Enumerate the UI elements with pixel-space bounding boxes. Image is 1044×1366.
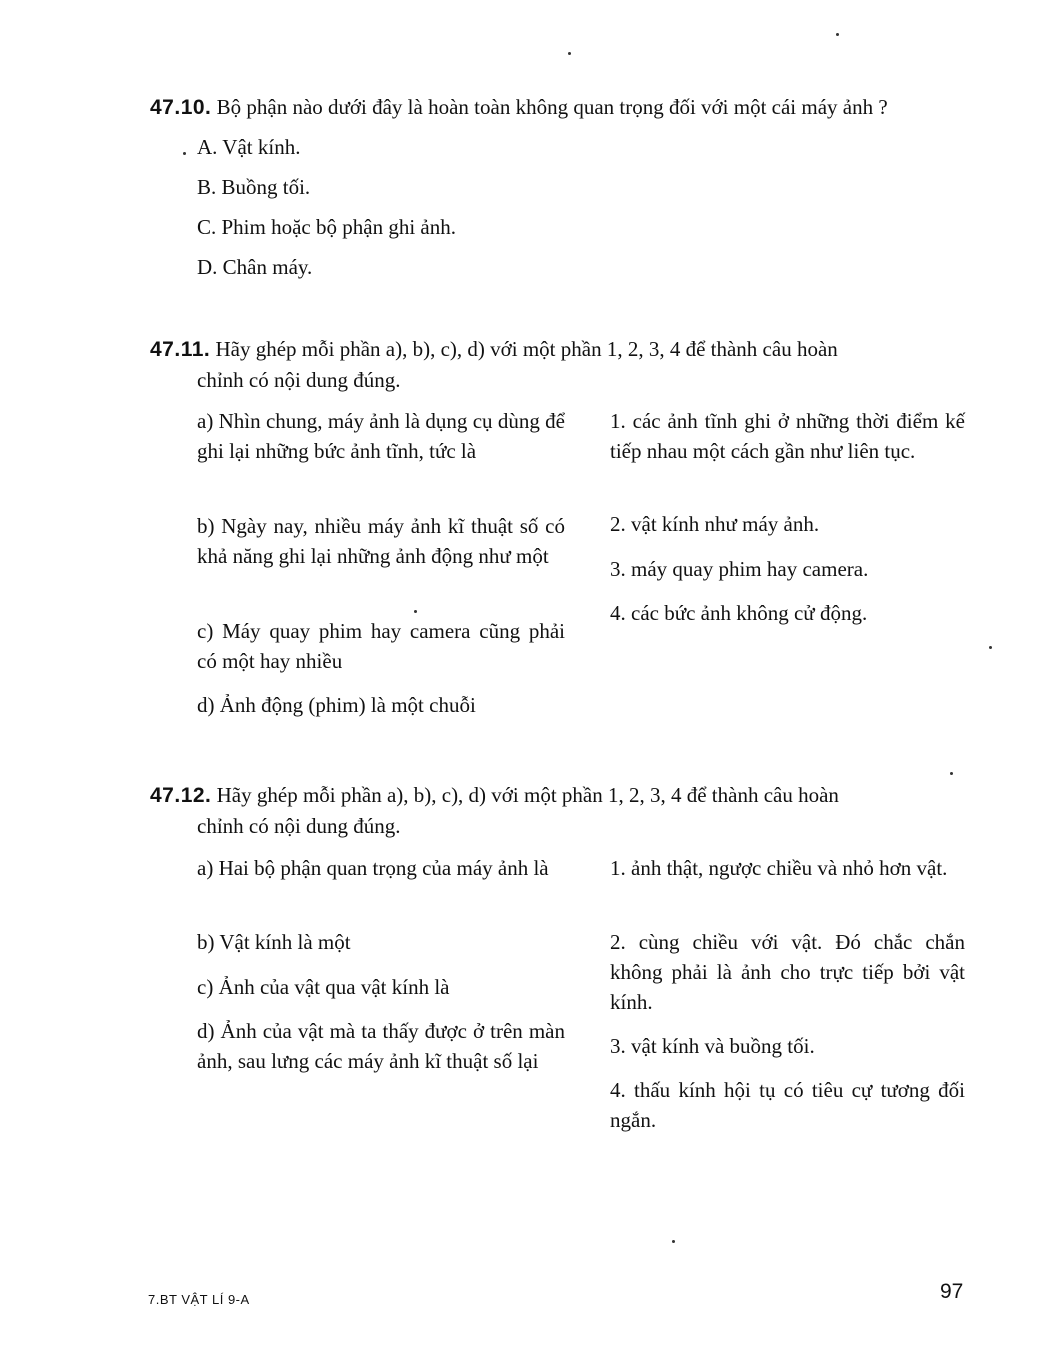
- question-text-line1: Hãy ghép mỗi phần a), b), c), d) với một phần 1, 2, 3, 4 để thành câu hoàn: [215, 337, 838, 361]
- scan-speck: [836, 33, 839, 36]
- option-b: B. Buồng tối.: [197, 175, 311, 199]
- question-number: 47.10.: [150, 96, 212, 119]
- question-text-line2: chỉnh có nội dung đúng.: [197, 368, 401, 392]
- match-left-b: b) Vật kính là một: [197, 930, 351, 954]
- match-right-2: 2. cùng chiều với vật. Đó chắc chắn không phải là ảnh cho trực tiếp bởi vật kính.: [610, 930, 965, 1014]
- match-right-4: 4. các bức ảnh không cử động.: [610, 601, 868, 625]
- match-left-b: b) Ngày nay, nhiều máy ảnh kĩ thuật số có khả năng ghi lại những ảnh động như một: [197, 514, 565, 568]
- match-left-d: d) Ảnh của vật mà ta thấy được ở trên màn ảnh, sau lưng các máy ảnh kĩ thuật số lại: [197, 1019, 565, 1073]
- option-d: D. Chân máy.: [197, 255, 313, 279]
- question-text-line1: Hãy ghép mỗi phần a), b), c), d) với một phần 1, 2, 3, 4 để thành câu hoàn: [216, 783, 839, 807]
- match-left-c: c) Máy quay phim hay camera cũng phải có một hay nhiều: [197, 619, 565, 673]
- scan-speck: [183, 152, 186, 155]
- question-text-line2: chỉnh có nội dung đúng.: [197, 814, 401, 838]
- match-left-c: c) Ảnh của vật qua vật kính là: [197, 975, 450, 999]
- match-left-d: d) Ảnh động (phim) là một chuỗi: [197, 693, 476, 717]
- book-code: 7.BT VẬT LÍ 9-A: [148, 1292, 250, 1307]
- match-right-3: 3. máy quay phim hay camera.: [610, 557, 869, 581]
- match-right-1: 1. các ảnh tĩnh ghi ở những thời điểm kế tiếp nhau một cách gần như liên tục.: [610, 409, 965, 463]
- question-47-12: [150, 780, 970, 841]
- match-right-2: 2. vật kính như máy ảnh.: [610, 512, 820, 536]
- scan-speck: [414, 610, 417, 613]
- match-right-1: 1. ảnh thật, ngược chiều và nhỏ hơn vật.: [610, 856, 948, 880]
- question-47-10: [150, 92, 970, 123]
- match-left-a: a) Hai bộ phận quan trọng của máy ảnh là: [197, 856, 549, 880]
- scan-speck: [672, 1240, 675, 1243]
- scan-speck: [989, 646, 992, 649]
- question-47-11: [150, 334, 970, 395]
- question-text: Bộ phận nào dưới đây là hoàn toàn không quan trọng đối với một cái máy ảnh ?: [216, 95, 888, 119]
- match-right-4: 4. thấu kính hội tụ có tiêu cự tương đối ngắn.: [610, 1078, 965, 1132]
- page-number: 97: [940, 1280, 964, 1303]
- match-left-a: a) Nhìn chung, máy ảnh là dụng cụ dùng để ghi lại những bức ảnh tĩnh, tức là: [197, 409, 565, 463]
- option-a: A. Vật kính.: [197, 135, 301, 159]
- option-c: C. Phim hoặc bộ phận ghi ảnh.: [197, 215, 456, 239]
- scan-speck: [568, 52, 571, 55]
- question-number: 47.12.: [150, 784, 212, 807]
- question-number: 47.11.: [150, 338, 211, 361]
- match-right-3: 3. vật kính và buồng tối.: [610, 1034, 815, 1058]
- scan-speck: [950, 772, 953, 775]
